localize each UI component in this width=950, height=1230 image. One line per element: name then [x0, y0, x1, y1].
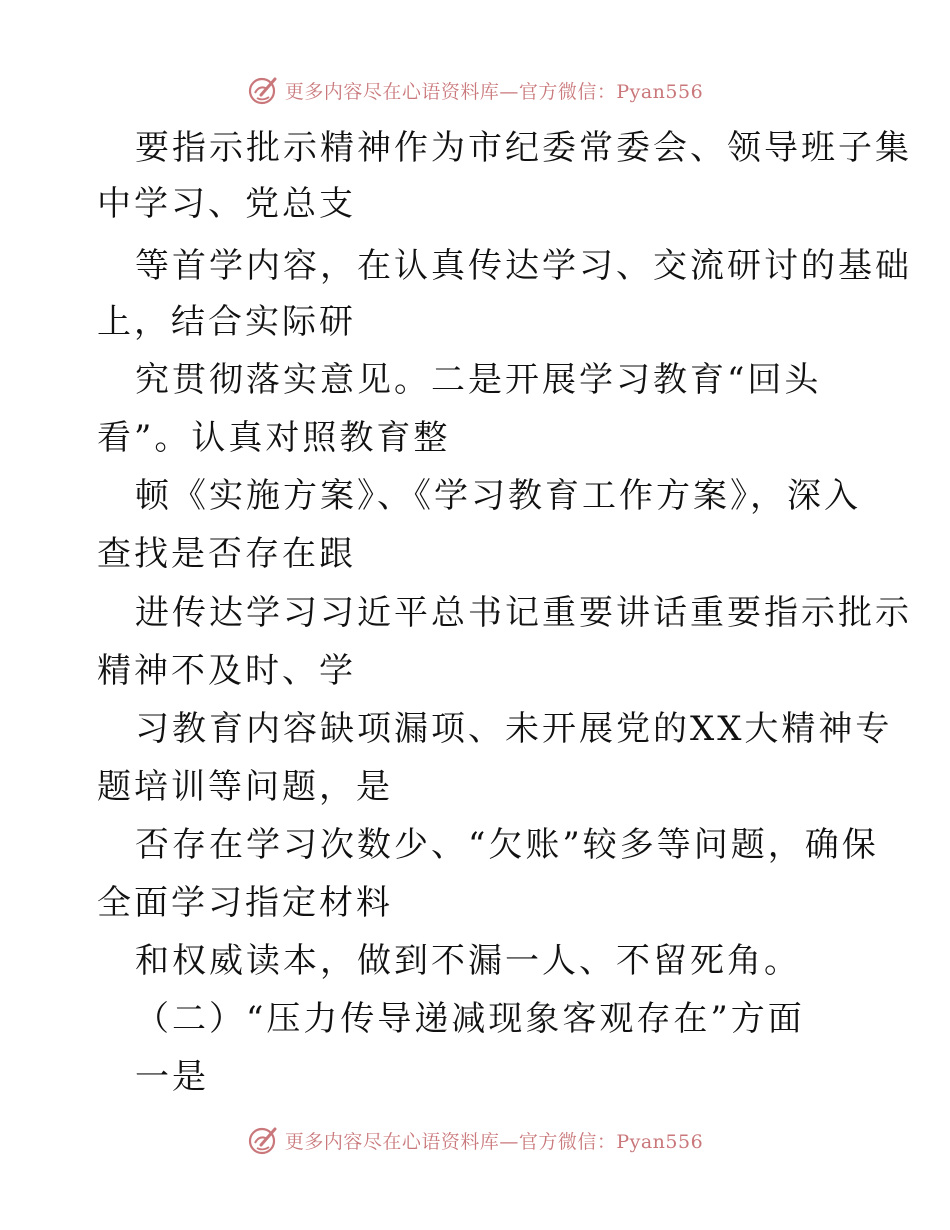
header-banner-text: 更多内容尽在心语资料库—官方微信：Pyan556 — [284, 80, 704, 103]
text-line: 要指示批示精神作为市纪委常委会、领导班子集 — [135, 128, 912, 168]
text-line: 等首学内容，在认真传达学习、交流研讨的基础 — [135, 246, 912, 286]
footer-banner — [0, 1120, 950, 1160]
text-line: 查找是否存在跟 — [97, 534, 356, 574]
text-line: 否存在学习次数少、“欠账”较多等问题，确保 — [135, 825, 879, 865]
text-line: 全面学习指定材料 — [97, 883, 393, 923]
text-line: 究贯彻落实意见。二是开展学习教育“回头 — [135, 360, 822, 400]
footer-banner-text: 更多内容尽在心语资料库—官方微信：Pyan556 — [284, 1130, 704, 1153]
section-heading: （二）“压力传导递减现象客观存在”方面 — [135, 999, 805, 1039]
text-line: 进传达学习习近平总书记重要讲话重要指示批示 — [135, 593, 912, 633]
text-line: 精神不及时、学 — [97, 651, 356, 691]
text-line: 题培训等问题，是 — [97, 767, 393, 807]
text-line: 顿《实施方案》、《学习教育工作方案》，深入 — [135, 476, 861, 516]
text-line: 和权威读本，做到不漏一人、不留死角。 — [135, 941, 801, 981]
hand-pen-logo-icon — [247, 1123, 281, 1157]
text-line: 一是 — [135, 1057, 209, 1097]
text-line: 看”。认真对照教育整 — [97, 418, 451, 458]
text-line: 上，结合实际研 — [97, 302, 356, 342]
header-banner — [0, 70, 950, 110]
text-line: 习教育内容缺项漏项、未开展党的XX大精神专 — [135, 709, 893, 749]
hand-pen-logo-icon — [247, 73, 281, 107]
text-line: 中学习、党总支 — [97, 184, 356, 224]
